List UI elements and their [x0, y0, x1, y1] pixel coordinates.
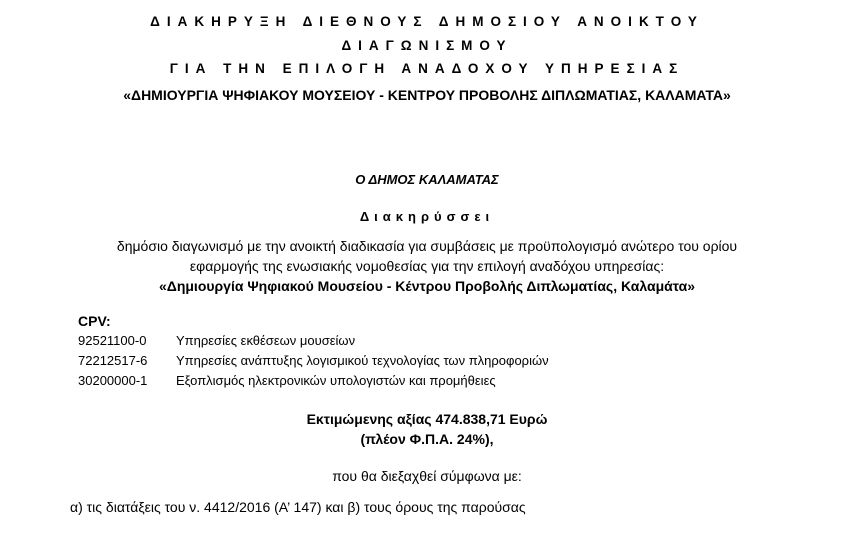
- cpv-description: Εξοπλισμός ηλεκτρονικών υπολογιστών και προμήθειες: [176, 373, 496, 388]
- project-name: «Δημιουργία Ψηφιακού Μουσείου - Κέντρου Προβολής Διπλωματίας, Καλαμάτα»: [158, 278, 696, 294]
- header-line-1: ΔΙΑΚΗΡΥΞΗ ΔΙΕΘΝΟΥΣ ΔΗΜΟΣΙΟΥ ΑΝΟΙΚΤΟΥ: [150, 14, 704, 29]
- estimated-value: Εκτιμώμενης αξίας 474.838,71 Ευρώ: [306, 411, 548, 427]
- cpv-code: 92521100-0: [78, 333, 147, 348]
- declares: Διακηρύσσει: [359, 209, 495, 224]
- header-line-3: ΓΙΑ ΤΗΝ ΕΠΙΛΟΓΗ ΑΝΑΔΟΧΟΥ ΥΠΗΡΕΣΙΑΣ: [169, 61, 685, 76]
- terms-intro: που θα διεξαχθεί σύμφωνα με:: [332, 468, 522, 484]
- authority: Ο ΔΗΜΟΣ ΚΑΛΑΜΑΤΑΣ: [355, 172, 499, 187]
- intro-line-1: δημόσιο διαγωνισμό με την ανοικτή διαδικασία για συμβάσεις με προϋπολογισμό ανώτερο του ορίου: [116, 238, 738, 254]
- cpv-code: 72212517-6: [78, 353, 148, 368]
- cpv-label: CPV:: [78, 313, 111, 329]
- cpv-description: Υπηρεσίες εκθέσεων μουσείων: [176, 333, 356, 348]
- intro-line-2: εφαρμογής της ενωσιακής νομοθεσίας για την επιλογή αναδόχου υπηρεσίας:: [189, 258, 665, 274]
- cpv-code: 30200000-1: [78, 373, 148, 388]
- header-line-2: ΔΙΑΓΩΝΙΣΜΟΥ: [341, 38, 513, 53]
- project-title-upper: «ΔΗΜΙΟΥΡΓΙΑ ΨΗΦΙΑΚΟΥ ΜΟΥΣΕΙΟΥ - ΚΕΝΤΡΟΥ ΠΡΟΒΟΛΗΣ ΔΙΠΛΩΜΑΤΙΑΣ, ΚΑΛΑΜΑΤΑ»: [123, 87, 731, 103]
- terms-clause: α) τις διατάξεις του ν. 4412/2016 (Α’ 147) και β) τους όρους της παρούσας: [70, 499, 526, 515]
- cpv-description: Υπηρεσίες ανάπτυξης λογισμικού τεχνολογίας των πληροφοριών: [176, 353, 549, 368]
- vat-note: (πλέον Φ.Π.Α. 24%),: [360, 431, 494, 447]
